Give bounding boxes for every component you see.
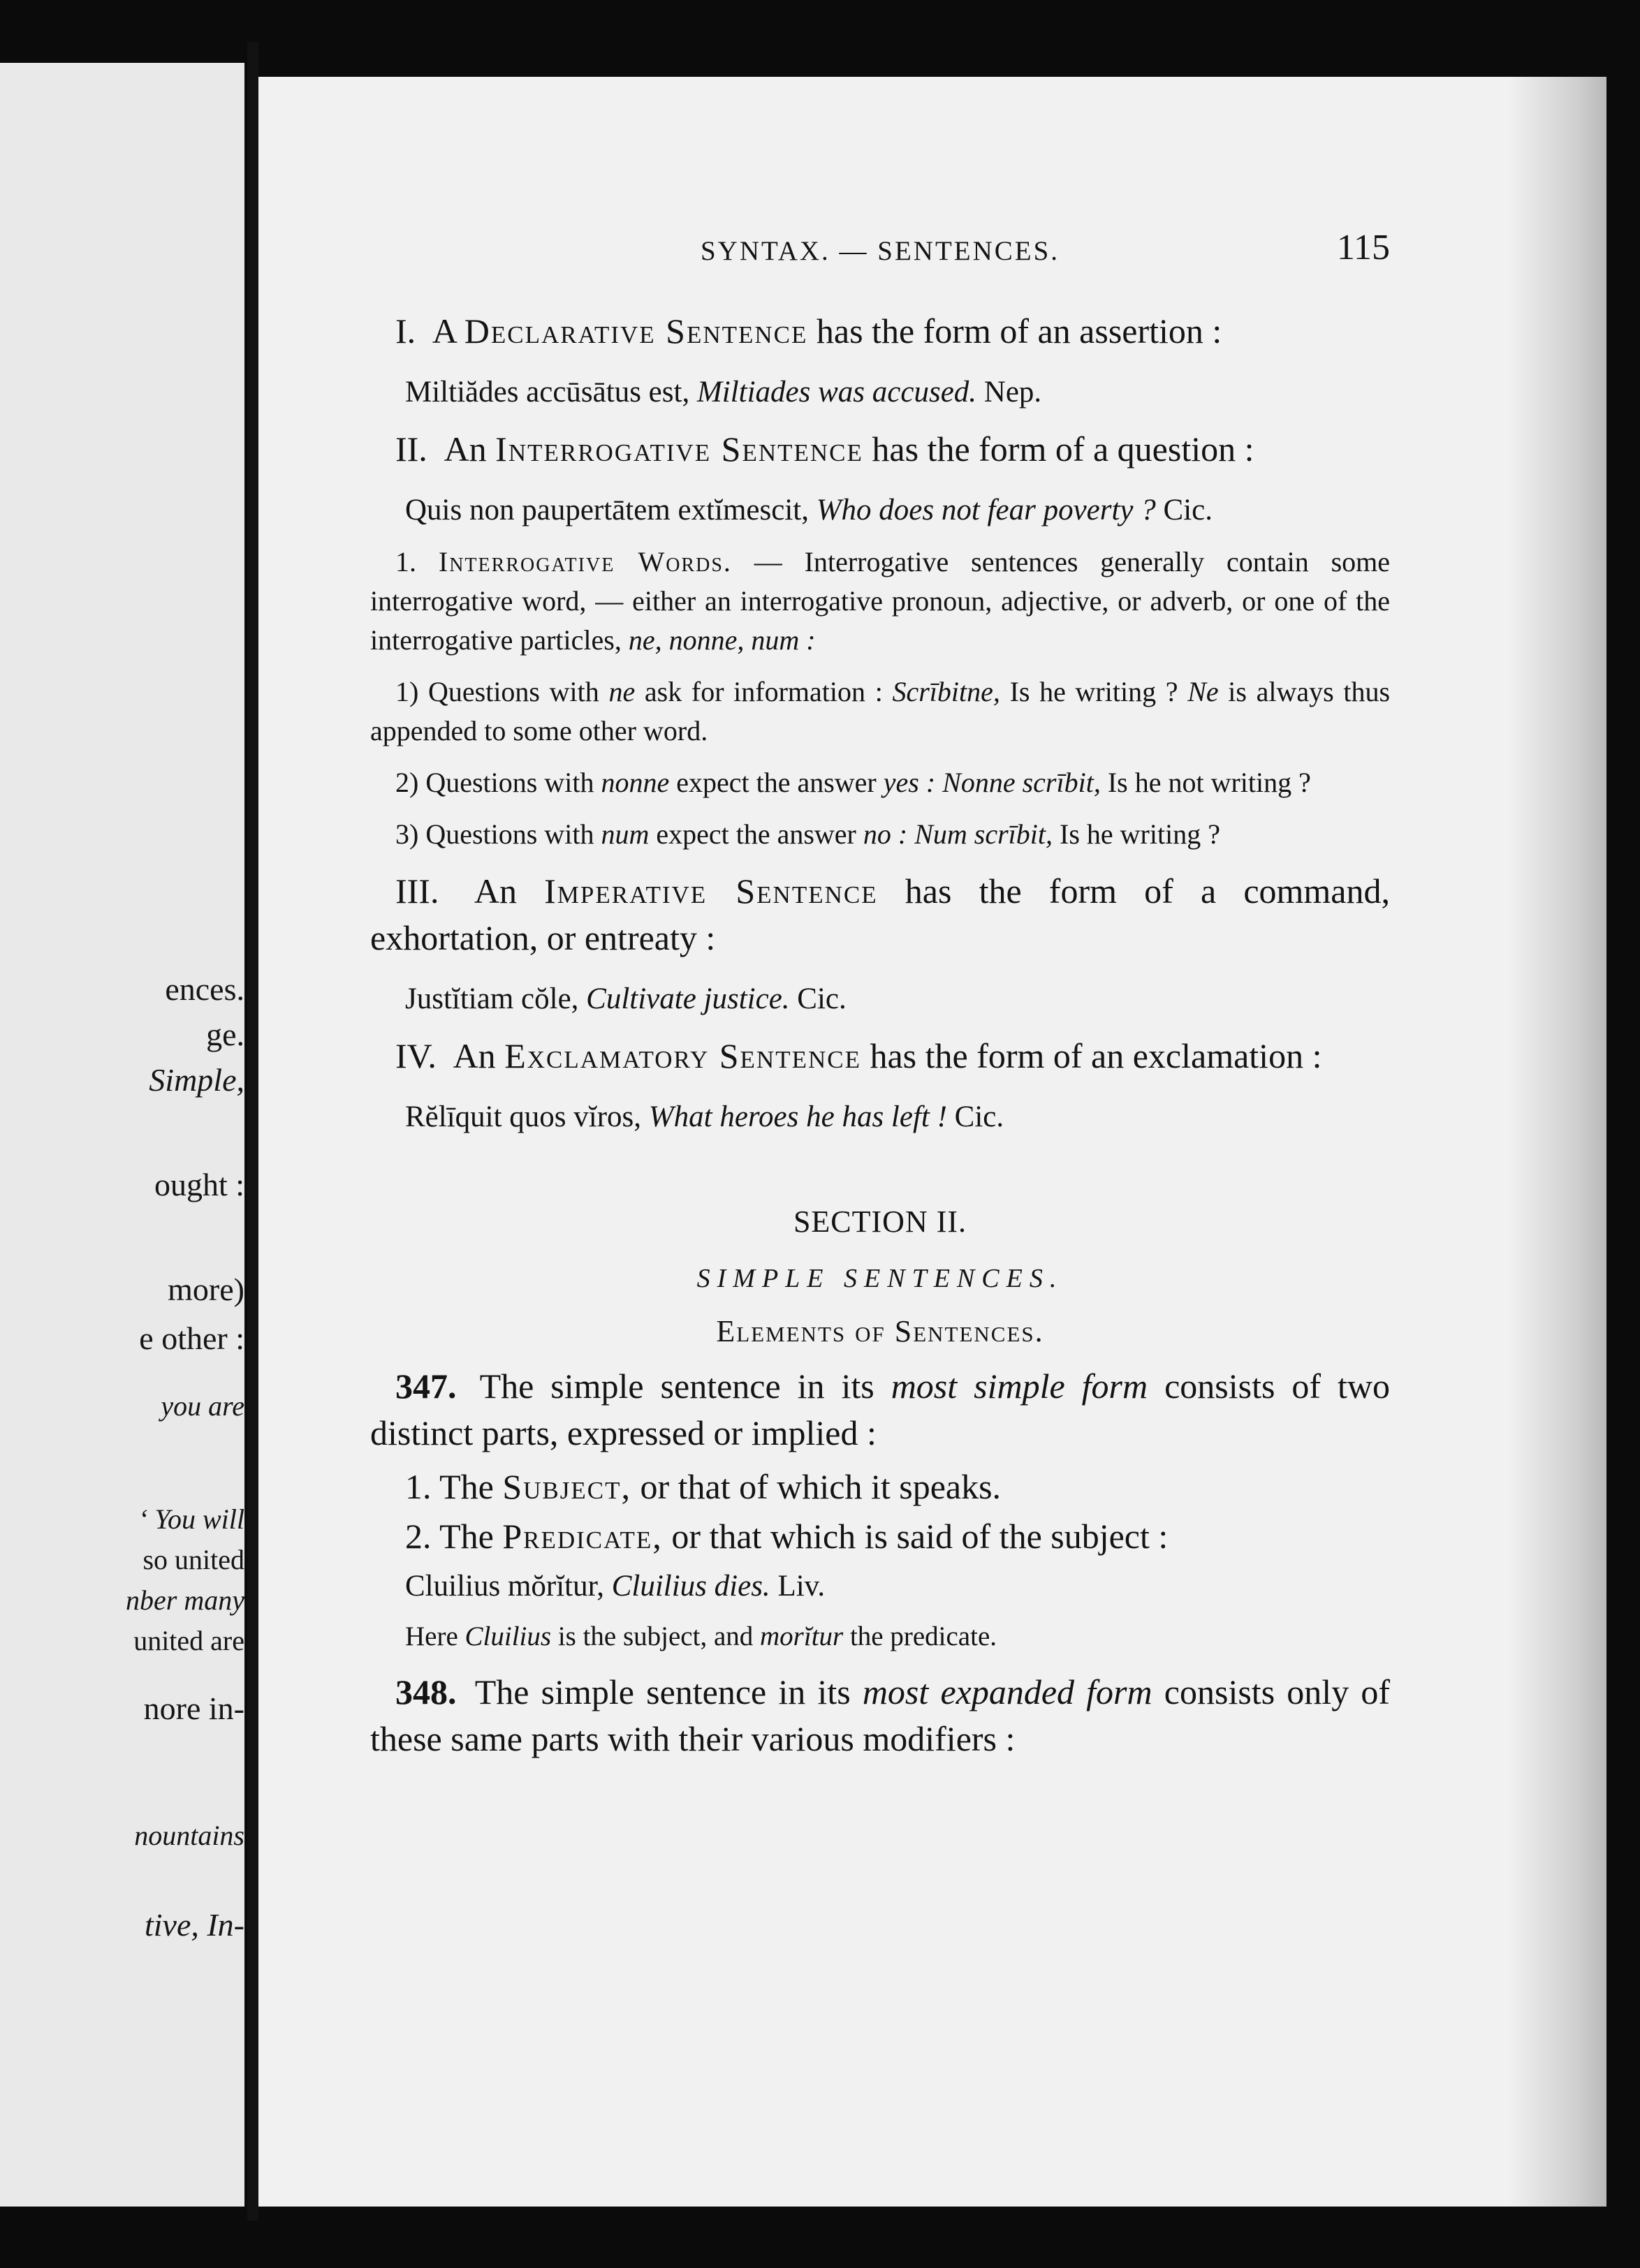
paragraph-text: consists of two distinct parts, expressed or implied : xyxy=(370,1367,1390,1452)
question-text: is always thus appended to some other word. xyxy=(370,676,1391,746)
list-number: 2. xyxy=(405,1517,432,1556)
term-predicate: Predicate, xyxy=(502,1517,663,1556)
list-number: 1. xyxy=(405,1467,432,1506)
question-text: expect the answer xyxy=(676,767,877,798)
article: An xyxy=(444,429,487,469)
term-exclamatory-sentence: Exclamatory Sentence xyxy=(504,1036,861,1075)
elements-heading: Elements of Sentences. xyxy=(716,1314,1044,1348)
latin-word: morĭtur xyxy=(760,1621,844,1651)
note-text: is the subject, and xyxy=(557,1621,754,1651)
term-declarative-sentence: Declarative Sentence xyxy=(464,311,808,351)
question-text: expect the answer xyxy=(656,818,856,850)
running-head xyxy=(370,227,1390,276)
note-number: 1. xyxy=(395,546,416,577)
article: The xyxy=(439,1517,494,1556)
example-interrogative xyxy=(370,491,1390,530)
page-edge-shadow xyxy=(1509,77,1606,2207)
latin-word: Cluilius xyxy=(464,1621,552,1651)
example-cluilius xyxy=(370,1567,1390,1606)
question-text: Questions with xyxy=(425,767,594,798)
latin-example: Rĕlīquit quos vĭros, xyxy=(405,1100,642,1133)
paragraph-347 xyxy=(370,1363,1390,1457)
article: A xyxy=(432,311,456,351)
english-translation: Miltiades was accused. xyxy=(696,376,977,408)
paragraph-imperative xyxy=(370,868,1390,962)
paragraph-text: The simple sentence in its xyxy=(474,1672,851,1711)
particle-word: num xyxy=(601,818,650,850)
roman-numeral: II. xyxy=(395,429,427,469)
left-fragment-line: e other : xyxy=(139,1320,244,1356)
question-type-nonne xyxy=(370,763,1390,802)
left-page-fragment xyxy=(0,63,244,2207)
roman-numeral: I. xyxy=(395,311,416,351)
term-interrogative-words: Interrogative Words. xyxy=(438,546,732,577)
question-type-num xyxy=(370,815,1390,854)
english-translation: Is he writing ? xyxy=(1060,818,1220,850)
list-item-predicate xyxy=(370,1513,1390,1560)
emphasis-text: most simple form xyxy=(891,1367,1148,1406)
paragraph-348 xyxy=(370,1669,1390,1762)
source-citation: Cic. xyxy=(954,1100,1004,1133)
paragraph-text: The simple sentence in its xyxy=(479,1367,874,1406)
term-subject: Subject, xyxy=(502,1467,631,1506)
list-number: 1) xyxy=(395,676,419,707)
latin-example: Num scrībit, xyxy=(914,818,1053,850)
latin-example: Miltiădes accūsātus est, xyxy=(405,376,690,408)
page-number: 115 xyxy=(1336,228,1390,267)
section-heading: SECTION II. xyxy=(793,1205,967,1239)
left-fragment-line: Simple, xyxy=(149,1062,244,1098)
roman-numeral: IV. xyxy=(395,1036,437,1075)
left-fragment-line: so united xyxy=(142,1544,244,1575)
particles-list: ne, nonne, num : xyxy=(628,624,816,656)
emphasis-text: most expanded form xyxy=(862,1672,1152,1711)
latin-example: Quis non paupertātem extĭmescit, xyxy=(405,494,809,526)
latin-example: Justĭtiam cŏle, xyxy=(405,982,579,1015)
list-number: 3) xyxy=(395,818,419,850)
question-text: ask for information : xyxy=(644,676,883,707)
left-fragment-line: ‘ You will xyxy=(138,1503,244,1535)
paragraph-number: 348. xyxy=(395,1672,457,1711)
paragraph-text: has the form of an exclamation : xyxy=(870,1036,1322,1075)
example-exclamatory xyxy=(370,1098,1390,1137)
particle-word: Ne xyxy=(1187,676,1219,707)
source-citation: Liv. xyxy=(777,1570,826,1603)
source-citation: Cic. xyxy=(1163,494,1213,526)
left-fragment-line: ought : xyxy=(154,1167,244,1202)
english-translation: Who does not fear poverty ? xyxy=(816,494,1156,526)
example-declarative xyxy=(370,373,1390,412)
paragraph-text: consists only of these same parts with their various modifiers : xyxy=(370,1672,1390,1758)
left-fragment-line: nountains xyxy=(134,1820,244,1851)
paragraph-interrogative xyxy=(370,426,1390,473)
english-translation: Cluilius dies. xyxy=(611,1570,770,1603)
page-content xyxy=(370,227,1390,1762)
source-citation: Nep. xyxy=(983,376,1042,408)
left-fragment-line: tive, In- xyxy=(144,1907,244,1943)
section-subheading: SIMPLE SENTENCES. xyxy=(696,1264,1064,1293)
latin-example: Cluilius mŏrĭtur, xyxy=(405,1570,604,1603)
paragraph-declarative xyxy=(370,308,1390,355)
list-item-text: or that of which it speaks. xyxy=(640,1467,1002,1506)
list-item-text: or that which is said of the subject : xyxy=(671,1517,1169,1556)
english-translation: Is he not writing ? xyxy=(1107,767,1311,798)
expected-answer: yes : xyxy=(883,767,936,798)
list-number: 2) xyxy=(395,767,419,798)
left-fragment-line: you are xyxy=(161,1390,244,1422)
note-text: — Interrogative sentences generally contain some interrogative word, — either an interrogative pronoun, adjective, or adverb, or one of the interrogative particles, xyxy=(370,546,1391,656)
right-page xyxy=(258,77,1606,2207)
left-fragment-line: nore in- xyxy=(143,1691,244,1726)
note-text: Here xyxy=(405,1621,458,1651)
question-type-ne xyxy=(370,672,1390,751)
left-fragment-line: ge. xyxy=(206,1017,244,1052)
term-interrogative-sentence: Interrogative Sentence xyxy=(495,429,863,469)
latin-example: Nonne scrībit, xyxy=(942,767,1101,798)
list-item-subject xyxy=(370,1464,1390,1510)
article: An xyxy=(474,871,517,911)
question-text: Questions with xyxy=(425,818,594,850)
english-translation: Is he writing ? xyxy=(1009,676,1178,707)
example-imperative xyxy=(370,980,1390,1019)
paragraph-number: 347. xyxy=(395,1367,457,1406)
paragraph-exclamatory xyxy=(370,1033,1390,1080)
roman-numeral: III. xyxy=(395,871,439,911)
question-text: Questions with xyxy=(428,676,599,707)
english-translation: Cultivate justice. xyxy=(586,982,790,1015)
particle-word: ne xyxy=(608,676,636,707)
english-translation: What heroes he has left ! xyxy=(648,1100,947,1133)
note-text: the predicate. xyxy=(849,1621,997,1651)
book-spine-gutter xyxy=(247,42,258,2221)
left-fragment-line: ences. xyxy=(165,971,244,1007)
left-fragment-line: united are xyxy=(133,1625,244,1656)
note-interrogative-words xyxy=(370,543,1390,660)
expected-answer: no : xyxy=(863,818,908,850)
article: The xyxy=(439,1467,494,1506)
note-subject-predicate xyxy=(370,1619,1390,1655)
left-fragment-line: nber many xyxy=(126,1584,244,1616)
latin-example: Scrībitne, xyxy=(892,676,1000,707)
left-fragment-line: more) xyxy=(168,1272,244,1307)
source-citation: Cic. xyxy=(797,982,847,1015)
paragraph-text: has the form of a command, exhortation, or entreaty : xyxy=(370,871,1391,957)
running-title: SYNTAX. — SENTENCES. xyxy=(700,236,1060,266)
term-imperative-sentence: Imperative Sentence xyxy=(544,871,878,911)
article: An xyxy=(453,1036,496,1075)
paragraph-text: has the form of a question : xyxy=(872,429,1254,469)
particle-word: nonne xyxy=(601,767,670,798)
paragraph-text: has the form of an assertion : xyxy=(816,311,1222,351)
